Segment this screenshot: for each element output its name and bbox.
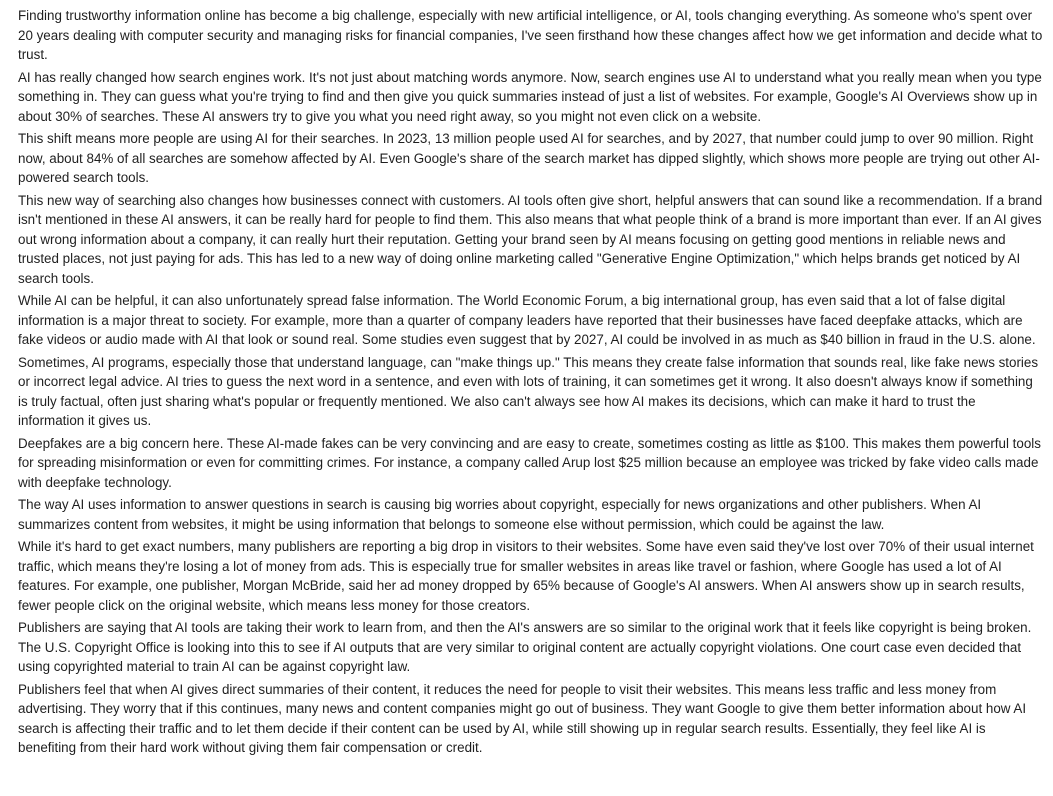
paragraph-9: While it's hard to get exact numbers, many publishers are reporting a big drop in visitors to their websites. Some have even said they've lost over 70% of their usual internet traffic, which means they're losing a lot of money from ads. This is especially true for smaller websites in areas like travel or fashion, where Google has used a lot of AI features. For example, one publisher, Morgan McBride, said her ad money dropped by 65% because of Google's AI answers. When AI answers show up in search results, fewer people click on the original website, which means less money for those creators. <box>18 539 1034 613</box>
paragraph-8: The way AI uses information to answer questions in search is causing big worries about copyright, especially for news organizations and other publishers. When AI summarizes content from websites, it might be using information that belongs to someone else without permission, which could be against the law. <box>18 497 982 532</box>
paragraph-3: This shift means more people are using AI for their searches. In 2023, 13 million people used AI for searches, and by 2027, that number could jump to over 90 million. Right now, about 84% of all searches are somehow affected by AI. Even Google's share of the search market has dipped slightly, which shows more people are trying out other AI-powered search tools. <box>18 131 1040 185</box>
paragraph-5: While AI can be helpful, it can also unfortunately spread false information. The World Economic Forum, a big international group, has even said that a lot of false digital information is a major threat to society. For example, more than a quarter of company leaders have reported that their businesses have faced deepfake attacks, which are fake videos or audio made with AI that look or sound real. Some studies even suggest that by 2027, AI could be involved in as much as $40 billion in fraud in the U.S. alone. <box>18 293 1036 347</box>
paragraph-6: Sometimes, AI programs, especially those that understand language, can "make things up." This means they create false information that sounds real, like fake news stories or incorrect legal advice. AI tries to guess the next word in a sentence, and even with lots of training, it can sometimes get it wrong. It also doesn't always know if something is truly factual, often just sharing what's popular or frequently mentioned. We also can't always see how AI makes its decisions, which can make it hard to trust the information it gives us. <box>18 354 1039 428</box>
paragraph-2: AI has really changed how search engines work. It's not just about matching words anymore. Now, search engines use AI to understand what you really mean when you type something in. They can guess what you're trying to find and then give you quick summaries instead of just a list of websites. For example, Google's AI Overviews show up in about 30% of searches. These AI answers try to give you what you need right away, so you might not even click on a website. <box>18 69 1042 124</box>
paragraph-1: Finding trustworthy information online has become a big challenge, especially with new artificial intelligence, or AI, tools changing everything. As someone who's spent over 20 years dealing with computer security and managing risks for financial companies, I've seen firsthand how these changes affect how we get information and decide what to trust. <box>18 8 1043 62</box>
paragraph-4: This new way of searching also changes how businesses connect with customers. AI tools often give short, helpful answers that can sound like a recommendation. If a brand isn't mentioned in these AI answers, it can be really hard for people to find them. This also means that what people think of a brand is more important than ever. If an AI gives out wrong information about a company, it can really hurt their reputation. Getting your brand seen by AI means focusing on getting good mentions in reliable news and trusted places, not just paying for ads. This has led to a new way of doing online marketing called "Generative Engine Optimization," which helps brands get noticed by AI search tools. <box>18 192 1043 286</box>
paragraph-7: Deepfakes are a big concern here. These AI-made fakes can be very convincing and are easy to create, sometimes costing as little as $100. This makes them powerful tools for spreading misinformation or even for committing crimes. For instance, a company called Arup lost $25 million because an employee was tricked by fake video calls made with deepfake technology. <box>18 435 1041 490</box>
paragraph-10: Publishers are saying that AI tools are taking their work to learn from, and then the AI's answers are so similar to the original work that it feels like copyright is being broken. The U.S. Copyright Office is looking into this to see if AI outputs that are very similar to original content are actually copyright violations. One court case even decided that using copyrighted material to train AI can be against copyright law. <box>18 620 1032 674</box>
paragraph-11: Publishers feel that when AI gives direct summaries of their content, it reduces the need for people to visit their websites. This means less traffic and less money from advertising. They worry that if this continues, many news and content companies might go out of business. They want Google to give them better information about how AI search is affecting their traffic and to let them decide if their content can be used by AI, while still showing up in regular search results. Essentially, they feel like AI is benefiting from their hard work without giving them fair compensation or credit. <box>18 681 1027 755</box>
